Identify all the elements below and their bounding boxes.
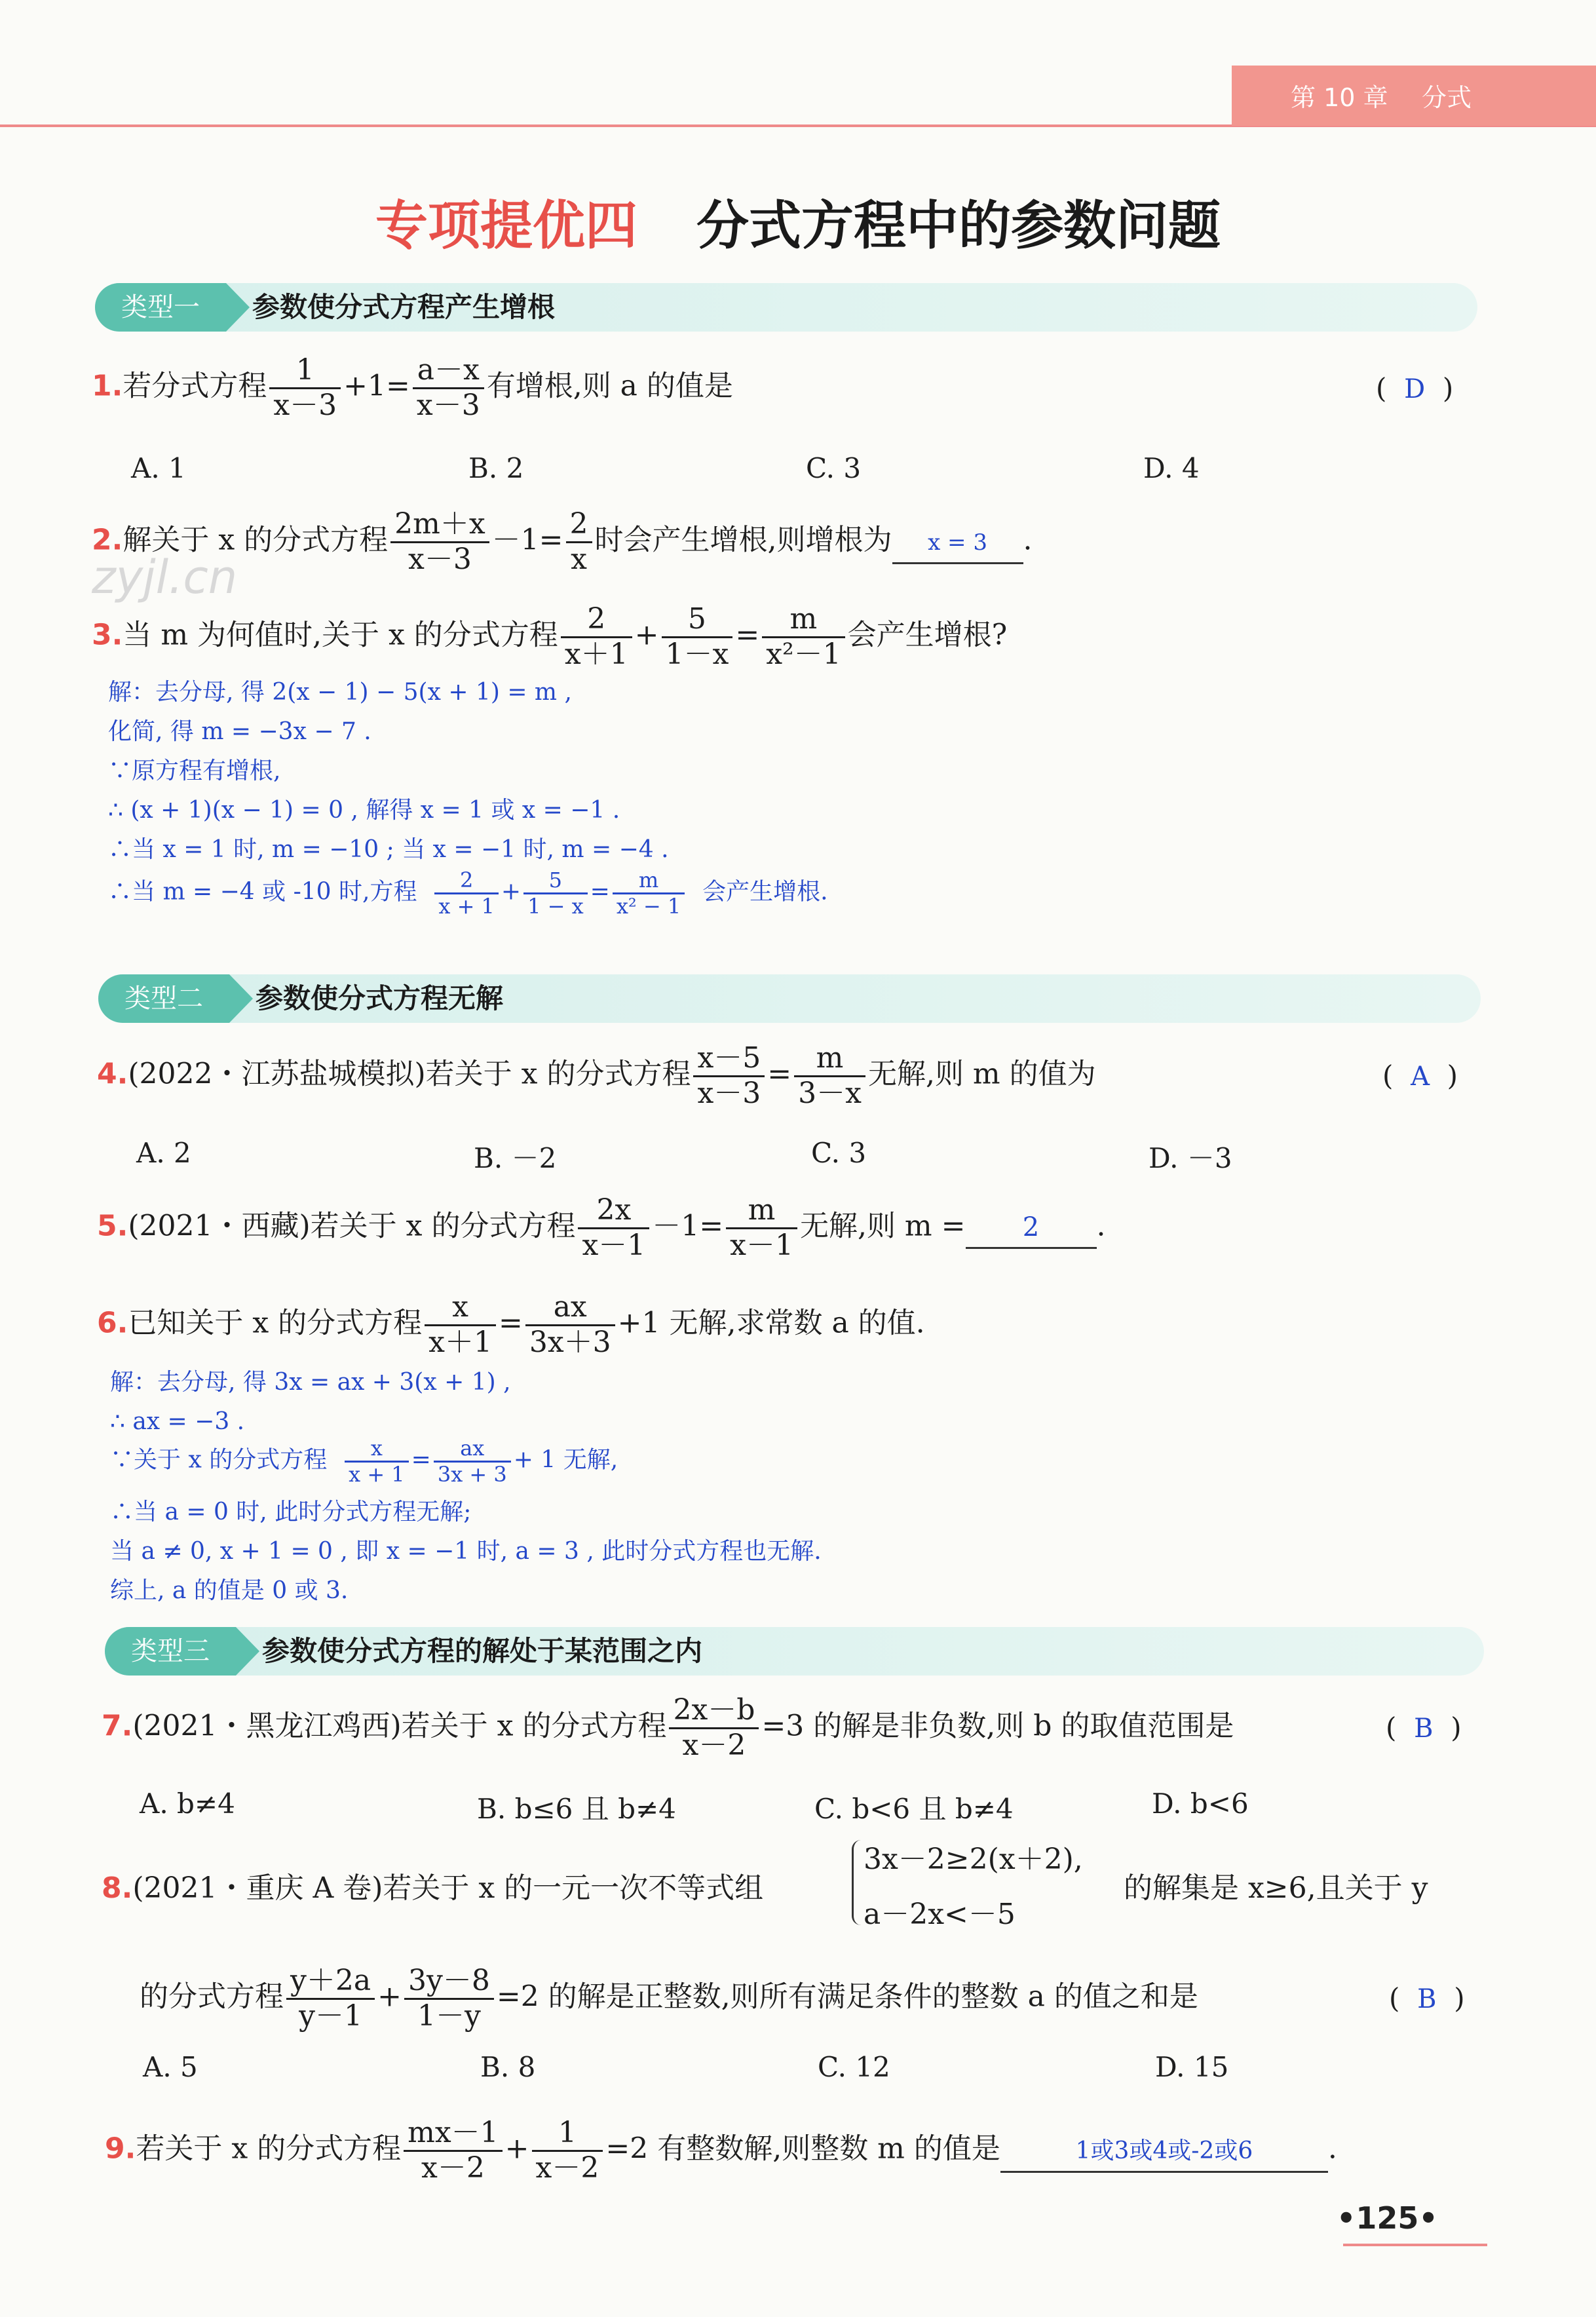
solution-3-line-6: ∴当 m = −4 或 -10 时,方程 $\frac{2}{x + 1}$ + $\frac{5}{1 - x}$ = $\frac{m}{\text{x² − 1}}$ 会产生增根. [108, 868, 828, 919]
solution-6-line-1: 解：去分母, 得 3x = ax + 3(x + 1) , [110, 1369, 511, 1396]
solution-6-line-3: ∵关于 x 的分式方程 $\frac{x}{x + 1}$ = $\frac{ax}{3x + 3}$ + 1 无解, [110, 1436, 618, 1487]
solution-3-line-3: ∵原方程有增根, [108, 757, 281, 784]
option-8c: C. 12 [818, 2051, 890, 2083]
section-tag: 类型一 [95, 283, 226, 332]
option-1c: C. 3 [806, 452, 862, 484]
section-title: 参数使分式方程无解 [256, 982, 504, 1014]
answer-7: B [1414, 1714, 1434, 1744]
answer-9: 1或3或4或-2或6 [1075, 2137, 1253, 2164]
option-1d: D. 4 [1143, 452, 1200, 484]
answer-paren-1: ( D ) [1376, 372, 1454, 404]
solution-6-line-2: ∴ ax = −3 . [110, 1408, 245, 1435]
option-8b: B. 8 [480, 2051, 536, 2083]
option-4c: C. 3 [811, 1137, 867, 1169]
answer-2: x = 3 [928, 529, 987, 556]
solution-6-line-4: ∴当 a = 0 时, 此时分式方程无解; [110, 1499, 472, 1525]
solution-3-line-5: ∴当 x = 1 时, m = −10 ; 当 x = −1 时, m = −4 . [108, 836, 669, 863]
system-line-2: a－2x<－5 [864, 1898, 1016, 1931]
option-4a: A. 2 [136, 1137, 191, 1169]
answer-1: D [1404, 374, 1426, 404]
page-number-rule [1343, 2244, 1487, 2246]
question-8-line-1: 8.(2021・重庆 A 卷)若关于 x 的一元一次不等式组 [102, 1871, 764, 1905]
question-6: 6.已知关于 x 的分式方程 $\frac{x}{x+1}$ = $\frac{ax}{3x+3}$ +1 无解,求常数 a 的值. [97, 1290, 925, 1359]
answer-paren-7: ( B ) [1386, 1712, 1462, 1744]
option-1b: B. 2 [468, 452, 524, 484]
answer-paren-4: ( A ) [1382, 1060, 1458, 1092]
chapter-topic: 分式 [1422, 83, 1472, 112]
solution-3-line-2: 化简, 得 m = −3x − 7 . [108, 718, 371, 745]
answer-8: B [1417, 1984, 1437, 2014]
page-title [0, 183, 1596, 259]
option-7a: A. b≠4 [140, 1788, 235, 1820]
solution-6-line-5: 当 a ≠ 0, x + 1 = 0 , 即 x = −1 时, a = 3 , 此时分式方程也无解. [110, 1538, 822, 1565]
question-4: 4.(2022・江苏盐城模拟)若关于 x 的分式方程 $\frac{x-5}{x-3}$ = $\frac{m}{3-x}$ 无解,则 m 的值为 [97, 1041, 1096, 1110]
watermark: zyjl.cn [92, 550, 238, 604]
section-title: 参数使分式方程产生增根 [252, 291, 556, 323]
section-header-3 [105, 1627, 1484, 1676]
section-title: 参数使分式方程的解处于某范围之内 [262, 1635, 703, 1667]
question-2: 2.解关于 x 的分式方程 $\frac{2m+x}{x-3}$ －1= $\frac{2}{x}$ 时会产生增根,则增根为 x = 3 . [92, 507, 1033, 576]
option-4b: B. －2 [474, 1142, 557, 1174]
section-header-2 [98, 974, 1481, 1023]
chapter-tab [1232, 66, 1596, 126]
question-5: 5.(2021・西藏)若关于 x 的分式方程 $\frac{2x}{x-1}$ －1= $\frac{m}{x-1}$ 无解,则 m = 2 . [97, 1193, 1106, 1262]
question-8-line-1-end: 的解集是 x≥6,且关于 y [1124, 1871, 1428, 1905]
chapter-label: 第 10 章 [1291, 83, 1388, 112]
option-7c: C. b<6 且 b≠4 [814, 1793, 1014, 1825]
option-8a: A. 5 [143, 2051, 198, 2083]
answer-4: A [1411, 1062, 1430, 1092]
question-9: 9.若关于 x 的分式方程 $\frac{mx-1}{x-2}$ + $\frac{1}{x-2}$ =2 有整数解,则整数 m 的值是 1或3或4或-2或6 . [105, 2116, 1337, 2185]
question-1: 1.若分式方程 $\frac{1}{x-3}$ +1= $\frac{a-x}{x-3}$ 有增根,则 a 的值是 [92, 353, 733, 422]
option-4d: D. －3 [1149, 1142, 1232, 1174]
title-main: 分式方程中的参数问题 [696, 195, 1221, 256]
system-line-1: 3x－2≥2(x＋2), [864, 1843, 1083, 1876]
question-3: 3.当 m 为何值时,关于 x 的分式方程 $\frac{2}{x+1}$ + $\frac{5}{1-x}$ = $\frac{m}{\text{x²－1}}$ 会产生增根? [92, 602, 1008, 671]
solution-3-line-4: ∴ (x + 1)(x − 1) = 0 , 解得 x = 1 或 x = −1 . [108, 797, 620, 824]
option-7b: B. b≤6 且 b≠4 [477, 1793, 676, 1825]
question-7: 7.(2021・黑龙江鸡西)若关于 x 的分式方程 $\frac{2x-b}{x-2}$ =3 的解是非负数,则 b 的取值范围是 [102, 1693, 1234, 1762]
title-prefix: 专项提优四 [375, 195, 637, 256]
section-header-1 [95, 283, 1477, 332]
option-1a: A. 1 [131, 452, 186, 484]
question-8-line-2: 的分式方程 $\frac{y+2a}{y-1}$ + $\frac{3y-8}{1-y}$ =2 的解是正整数,则所有满足条件的整数 a 的值之和是 [140, 1964, 1198, 2033]
section-tag: 类型三 [105, 1627, 236, 1676]
answer-5: 2 [1022, 1212, 1040, 1242]
option-8d: D. 15 [1155, 2051, 1229, 2083]
section-tag: 类型二 [98, 974, 229, 1023]
page-number: •125• [1337, 2200, 1438, 2236]
answer-paren-8: ( B ) [1389, 1982, 1465, 2014]
solution-6-line-6: 综上, a 的值是 0 或 3. [110, 1577, 349, 1604]
solution-3-line-1: 解：去分母, 得 2(x − 1) − 5(x + 1) = m , [108, 679, 572, 706]
option-7d: D. b<6 [1152, 1788, 1249, 1820]
